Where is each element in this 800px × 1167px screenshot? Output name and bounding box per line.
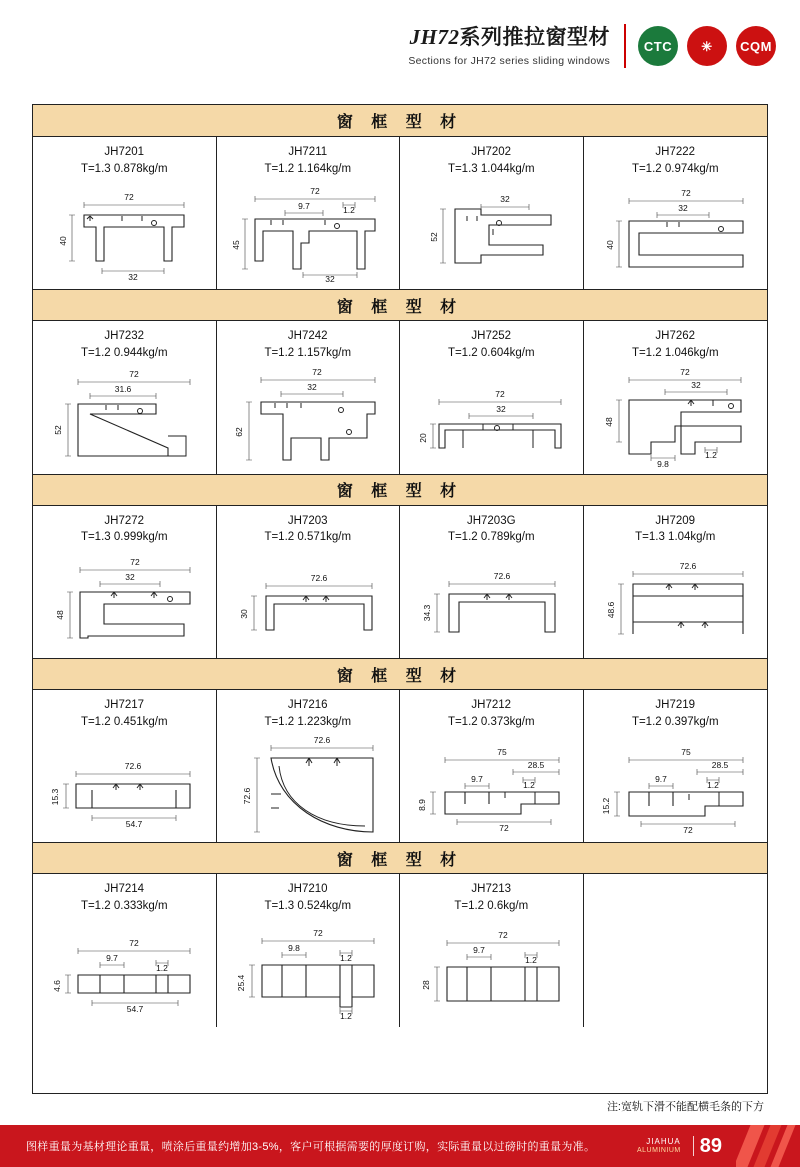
profile-code: JH7214: [104, 883, 145, 896]
page-title-series: JH72: [409, 24, 460, 49]
profiles-table: [32, 104, 768, 1094]
profile-cell-jh7203g: [400, 506, 584, 658]
dim-label: 52: [53, 424, 64, 435]
profile-cell-jh7209: [584, 506, 768, 658]
dim-label: 72: [495, 388, 505, 399]
profile-drawing-jh7201: [37, 181, 212, 285]
profile-drawing-jh7217: [37, 734, 212, 838]
profile-code: JH7203G: [466, 514, 516, 527]
certification-logos: [638, 26, 776, 66]
dim-label: 72: [681, 188, 691, 199]
dim-label: 34.3: [422, 604, 433, 622]
dim-label: 72: [683, 825, 693, 836]
profile-spec: T=1.2 0.333kg/m: [80, 900, 168, 913]
profile-spec: T=1.2 1.157kg/m: [264, 347, 352, 360]
dim-label: 8.9: [416, 799, 427, 812]
profile-spec: T=1.3 0.524kg/m: [264, 900, 352, 913]
header-titles: [408, 25, 624, 67]
footer-disclaimer: 图样重量为基材理论重量，喷涂后重量约增加3-5%，客户可根据需要的厚度订购，实际重量以过磅时的重量为准。: [26, 1141, 596, 1153]
dim-label: 72: [129, 368, 139, 379]
profile-spec: T=1.2 0.397kg/m: [631, 715, 719, 728]
dim-label: 4.6: [52, 979, 63, 992]
dim-label: 1.2: [705, 449, 718, 460]
profile-drawing-jh7213: [404, 919, 579, 1023]
page-title: [408, 25, 610, 50]
profile-cell-jh7217: [33, 690, 217, 842]
profile-cell-jh7219: [584, 690, 768, 842]
profile-code: JH7201: [104, 146, 145, 158]
profile-cell-jh7232: [33, 321, 217, 473]
dim-label: 25.4: [235, 974, 246, 991]
dim-label: 32: [325, 274, 335, 284]
dim-label: 72.6: [242, 788, 253, 805]
dim-label: 9.7: [298, 201, 311, 212]
profile-cell-jh7222: [584, 137, 768, 289]
dim-label: 72: [310, 186, 320, 197]
page-subtitle: Sections for JH72 series sliding windows: [408, 55, 610, 68]
profile-spec: T=1.2 1.223kg/m: [264, 715, 352, 728]
dim-label: 75: [497, 747, 507, 758]
profile-spec: T=1.2 0.451kg/m: [80, 715, 168, 728]
dim-label: 52: [429, 232, 440, 243]
dim-label: 1.2: [525, 954, 538, 965]
dim-label: 40: [605, 240, 616, 251]
profile-spec: T=1.2 0.571kg/m: [264, 531, 352, 544]
profile-drawing-jh7242: [221, 366, 396, 470]
dim-label: 30: [238, 609, 249, 619]
dim-label: 72.6: [310, 573, 328, 584]
profile-spec: T=1.2 1.046kg/m: [631, 347, 719, 360]
dim-label: 32: [500, 194, 510, 205]
profile-cell-jh7202: [400, 137, 584, 289]
profile-drawing-jh7209: [588, 550, 764, 654]
profile-cell-jh7211: [217, 137, 401, 289]
profile-drawing-jh7203g: [404, 550, 579, 654]
cqm-logo-icon: CQM: [736, 26, 776, 66]
profile-cell-jh7212: [400, 690, 584, 842]
dim-label: 72: [312, 366, 322, 377]
dim-label: 28.5: [527, 760, 545, 771]
dim-label: 75: [681, 747, 691, 758]
profile-spec: T=1.2 0.604kg/m: [447, 347, 535, 360]
profile-drawing-jh7222: [588, 181, 764, 285]
profile-drawing-jh7262: [588, 366, 764, 470]
profile-code: JH7222: [655, 146, 696, 158]
group-header-5: 窗 框 型 材: [33, 842, 767, 874]
dim-label: 32: [496, 403, 506, 414]
profile-code: JH7209: [655, 514, 696, 527]
profile-drawing-jh7272: [37, 550, 212, 654]
dim-label: 72: [680, 366, 690, 377]
dim-label: 72: [130, 557, 140, 568]
group-header-3: 窗 框 型 材: [33, 474, 767, 506]
dim-label: 40: [58, 236, 69, 247]
dim-label: 72.6: [124, 761, 142, 772]
footnote: 注:宽轨下滑不能配横毛条的下方: [606, 1101, 764, 1113]
dim-label: 54.7: [125, 819, 143, 830]
dim-label: 32: [678, 203, 688, 214]
dim-label: 1.2: [339, 1010, 352, 1021]
dim-label: 72: [313, 927, 323, 938]
profile-spec: T=1.2 0.6kg/m: [454, 900, 529, 913]
group-header-4: 窗 框 型 材: [33, 658, 767, 690]
group-header-1: 窗 框 型 材: [33, 105, 767, 137]
dim-label: 28: [421, 979, 432, 990]
profile-code: JH7213: [471, 883, 512, 896]
profile-code: JH7252: [471, 330, 512, 343]
profile-cell-jh7203: [217, 506, 401, 658]
profile-code: JH7242: [287, 330, 328, 343]
page-title-rest: 系列推拉窗型材: [459, 25, 610, 49]
profile-spec: T=1.2 0.944kg/m: [80, 347, 168, 360]
profile-cell-jh7262: [584, 321, 768, 473]
dim-label: 72.6: [313, 735, 331, 746]
dim-label: 15.3: [50, 789, 61, 806]
profile-cell-jh7252: [400, 321, 584, 473]
dim-label: 72.6: [679, 561, 697, 572]
page-header: [0, 0, 800, 92]
profile-code: JH7216: [287, 699, 328, 712]
dim-label: 48.6: [606, 601, 617, 619]
profile-spec: T=1.2 0.373kg/m: [447, 715, 535, 728]
profile-drawing-jh7216: [221, 734, 396, 838]
dim-label: 9.7: [473, 944, 486, 955]
dim-label: 48: [604, 416, 615, 427]
dim-label: 9.8: [287, 942, 300, 953]
dim-label: 9.7: [470, 774, 483, 785]
profile-cell-jh7272: [33, 506, 217, 658]
dim-label: 32: [691, 379, 701, 390]
table-row: [33, 506, 767, 658]
dim-label: 72: [499, 823, 509, 834]
profile-cell-jh7201: [33, 137, 217, 289]
dim-label: 1.2: [343, 205, 356, 216]
profile-code: JH7272: [104, 514, 145, 527]
profile-spec: T=1.3 1.044kg/m: [447, 162, 535, 175]
profile-code: JH7217: [104, 699, 145, 712]
dim-label: 1.2: [156, 962, 169, 973]
dim-label: 32: [125, 572, 135, 583]
profile-drawing-jh7210: [221, 919, 396, 1023]
dim-label: 1.2: [339, 952, 352, 963]
profile-spec: T=1.3 1.04kg/m: [635, 531, 716, 544]
china-compulsory-green-icon: CTC: [638, 26, 678, 66]
brand-mark: [637, 1138, 687, 1154]
profile-code: JH7211: [288, 146, 328, 158]
table-row: [33, 874, 767, 1026]
profile-code: JH7203: [287, 514, 328, 527]
profile-drawing-jh7203: [221, 550, 396, 654]
profile-spec: T=1.2 0.974kg/m: [631, 162, 719, 175]
dim-label: 9.7: [106, 952, 119, 963]
dim-label: 20: [418, 432, 429, 443]
dim-label: 72.6: [493, 571, 511, 582]
profile-code: JH7210: [287, 883, 328, 896]
dim-label: 72: [124, 192, 134, 203]
dim-label: 28.5: [711, 760, 729, 771]
profile-drawing-jh7211: [221, 181, 396, 285]
profile-drawing-jh7202: [404, 181, 579, 285]
profile-drawing-jh7252: [404, 366, 579, 470]
page-footer: [0, 1125, 800, 1167]
dim-label: 54.7: [126, 1003, 144, 1014]
group-header-2: 窗 框 型 材: [33, 289, 767, 321]
table-row: [33, 321, 767, 473]
profile-cell-empty: [584, 874, 768, 1026]
brand-name: JIAHUA: [646, 1137, 681, 1147]
profile-code: JH7212: [471, 699, 512, 712]
profile-cell-jh7214: [33, 874, 217, 1026]
profile-drawing-jh7219: [588, 734, 764, 838]
dim-label: 32: [128, 272, 138, 283]
profile-code: JH7219: [655, 699, 696, 712]
profile-cell-jh7213: [400, 874, 584, 1026]
profile-drawing-jh7214: [37, 919, 212, 1023]
dim-label: 15.2: [600, 798, 611, 815]
dim-label: 45: [231, 240, 242, 251]
table-row: [33, 137, 767, 289]
profile-cell-jh7216: [217, 690, 401, 842]
dim-label: 9.7: [654, 774, 667, 785]
profile-cell-jh7210: [217, 874, 401, 1026]
brand-subname: ALUMINIUM: [636, 1146, 681, 1154]
dim-label: 72: [498, 929, 508, 940]
profile-code: JH7262: [655, 330, 696, 343]
table-row: [33, 690, 767, 842]
dim-label: 48: [55, 610, 66, 620]
profile-spec: T=1.3 0.878kg/m: [80, 162, 168, 175]
header-divider: [624, 24, 626, 68]
dim-label: 31.6: [114, 383, 132, 394]
profile-cell-jh7242: [217, 321, 401, 473]
profile-spec: T=1.2 0.789kg/m: [447, 531, 535, 544]
profile-drawing-jh7232: [37, 366, 212, 470]
dim-label: 62: [234, 426, 245, 437]
decorative-swoosh: [736, 1125, 800, 1167]
dim-label: 72: [129, 937, 139, 948]
profile-drawing-jh7212: [404, 734, 579, 838]
page-number: 89: [693, 1136, 736, 1156]
certification-red-star-icon: ✳: [687, 26, 727, 66]
profile-code: JH7232: [104, 330, 145, 343]
dim-label: 32: [307, 381, 317, 392]
profile-spec: T=1.3 0.999kg/m: [80, 531, 168, 544]
dim-label: 1.2: [706, 780, 719, 791]
profile-spec: T=1.2 1.164kg/m: [264, 162, 352, 175]
dim-label: 9.8: [657, 458, 670, 469]
profile-code: JH7202: [471, 146, 512, 158]
dim-label: 1.2: [522, 780, 535, 791]
